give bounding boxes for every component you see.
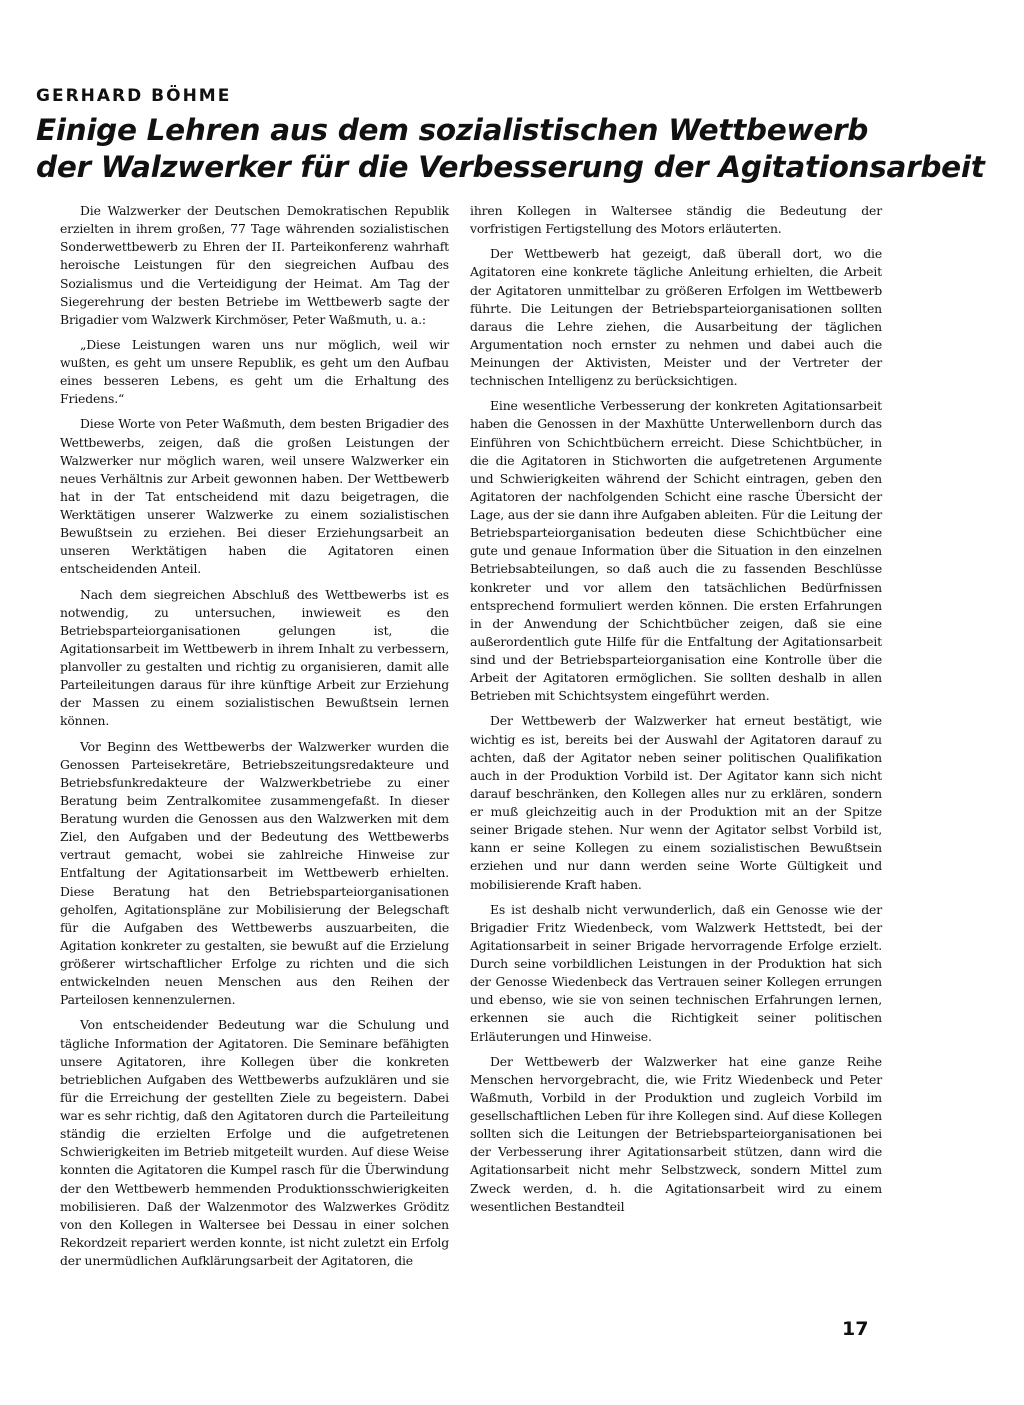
article-title xyxy=(36,112,996,186)
paragraph: „Diese Leistungen waren uns nur möglich, weil wir wußten, es geht um unsere Republik, es geht um den Aufbau eines besseren Lebens, es geht um die Erhaltung des Friedens.“ xyxy=(60,336,449,407)
author-name: GERHARD BÖHME xyxy=(36,86,232,106)
paragraph: Diese Worte von Peter Waßmuth, dem besten Brigadier des Wettbewerbs, zeigen, daß die großen Leistungen der Walzwerker nur möglich waren, weil unsere Walzwerker ein neues Verhältnis zur Arbeit gewonnen haben. Der Wettbewerb hat in der Tat entscheidend mit dazu beigetragen, die Werktätigen unserer Walzwerke zu einem sozialistischen Bewußtsein zu erziehen. Bei dieser Erziehungsarbeit an unseren Werktätigen haben die Agitatoren einen entscheidenden Anteil. xyxy=(60,416,449,577)
paragraph: Der Wettbewerb der Walzwerker hat erneut bestätigt, wie wichtig es ist, bereits bei der Auswahl der Agitatoren darauf zu achten, daß der Agitator neben seiner politischen Qualifikation auch in der Produktion Vorbild ist. Der Agitator kann sich nicht darauf beschränken, den Kollegen alles nur zu erklären, sondern er muß gleichzeitig auch in der Produktion mit an der Spitze seiner Brigade stehen. Nur wenn der Agitator selbst Vorbild ist, kann er seine Kollegen zu einem sozialistischen Bewußtsein erziehen und nur dann werden seine Worte Gültigkeit und mobilisierende Kraft haben. xyxy=(470,713,882,892)
paragraph: Nach dem siegreichen Abschluß des Wettbewerbs ist es notwendig, zu untersuchen, inwieweit es den Betriebsparteiorganisationen gelungen ist, die Agitationsarbeit im Wettbewerb in ihrem Inhalt zu verbessern, planvoller zu gestalten und richtig zu organisieren, damit alle Parteileitungen daraus für ihre künftige Arbeit zur Erziehung der Massen zu einem sozialistischen Bewußtsein lernen können. xyxy=(60,586,449,729)
paragraph-continued: ihren Kollegen in Waltersee ständig die Bedeutung der vorfristigen Fertigstellung des Motors erläuterten. xyxy=(470,203,882,237)
paragraph: Der Wettbewerb hat gezeigt, daß überall dort, wo die Agitatoren eine konkrete tägliche Anleitung erhielten, die Arbeit der Agitatoren unmittelbar zu größeren Erfolgen im Wettbewerb führte. Die Leitungen der Betriebsparteiorganisationen sollten daraus die Lehre ziehen, die Ausarbeitung der täglichen Argumentation noch ernster zu nehmen und dabei auch die Meinungen der Aktivisten, Meister und der Vertreter der technischen Intelligenz zu berücksichtigen. xyxy=(470,246,882,389)
title-line-1: Einige Lehren aus dem sozialistischen Wettbewerb xyxy=(36,113,869,147)
right-column xyxy=(470,202,882,1223)
paragraph: Vor Beginn des Wettbewerbs der Walzwerker wurden die Genossen Parteisekretäre, Betriebszeitungsredakteure und Betriebsfunkredakteure der Walzwerkbetriebe zu einer Beratung beim Zentralkomitee zusammengefaßt. In dieser Beratung wurden die Genossen aus den Walzwerken mit dem Ziel, den Aufgaben und der Bedeutung des Wettbewerbs vertraut gemacht, wobei sie zahlreiche Hinweise zur Entfaltung der Agitationsarbeit im Wettbewerb erhielten. Diese Beratung hat den Betriebsparteiorganisationen geholfen, Agitationspläne zur Mobilisierung der Belegschaft für die Aufgaben des Wettbewerbs auszuarbeiten, die Agitation konkreter zu gestalten, sie bewußt auf die Erzielung größerer wirtschaftlicher Erfolge zu richten und die sich entwickelnden neuen Menschen aus den Reihen der Parteilosen kennenzulernen. xyxy=(60,738,449,1008)
paragraph: Es ist deshalb nicht verwunderlich, daß ein Genosse wie der Brigadier Fritz Wiedenbeck, vom Walzwerk Hettstedt, bei der Agitationsarbeit in seiner Brigade hervorragende Erfolge erzielt. Durch seine vorbildlichen Leistungen in der Produktion hat sich der Genosse Wiedenbeck das Vertrauen seiner Kollegen errungen und ebenso, wie sie von seinen technischen Erfahrungen lernen, erkennen sie auch die Richtigkeit seiner politischen Erläuterungen und Hinweise. xyxy=(470,901,882,1044)
left-column xyxy=(60,202,449,1277)
paragraph: Eine wesentliche Verbesserung der konkreten Agitationsarbeit haben die Genossen in der Maxhütte Unterwellenborn durch das Einführen von Schichtbüchern erreicht. Diese Schichtbücher, in die die Agitatoren in Stichworten die aufgetretenen Argumente und Schwierigkeiten während der Schicht eintragen, geben den Agitatoren der nachfolgenden Schicht eine rasche Übersicht der Lage, aus der sie dann ihre Aufgaben ableiten. Für die Leitung der Betriebsparteiorganisation bedeuten diese Schichtbücher eine gute und genaue Information über die Situation in den einzelnen Betriebsabteilungen, so daß auch die zu fassenden Beschlüsse konkreter und vor allem den tatsächlichen Bedürfnissen entsprechend formuliert werden können. Die ersten Erfahrungen in der Anwendung der Schichtbücher zeigen, daß sie eine außerordentlich gute Hilfe für die Entfaltung der Agitationsarbeit sind und der Betriebsparteiorganisation eine Kontrolle über die Arbeit der Agitatoren ermöglichen. Sie sollten deshalb in allen Betrieben mit Schichtsystem eingeführt werden. xyxy=(470,398,882,704)
paragraph: Der Wettbewerb der Walzwerker hat eine ganze Reihe Menschen hervorgebracht, die, wie Fritz Wiedenbeck und Peter Waßmuth, Vorbild in der Produktion und zugleich Vorbild im gesellschaftlichen Leben für ihre Kollegen sind. Auf diese Kollegen sollten sich die Leitungen der Betriebsparteiorganisationen bei der Verbesserung ihrer Agitationsarbeit stützen, dann wird die Agitationsarbeit nicht mehr Selbstzweck, sondern Mittel zum Zweck werden, d. h. die Agitationsarbeit wird zu einem wesentlichen Bestandteil xyxy=(470,1053,882,1214)
page-number: 17 xyxy=(842,1318,869,1340)
paragraph: Die Walzwerker der Deutschen Demokratischen Republik erzielten in ihrem großen, 77 Tage währenden sozialistischen Sonderwettbewerb zu Ehren der II. Parteikonferenz wahrhaft heroische Leistungen für den siegreichen Aufbau des Sozialismus und die Verteidigung der Heimat. Am Tag der Siegerehrung der besten Betriebe im Wettbewerb sagte der Brigadier vom Walzwerk Kirchmöser, Peter Waßmuth, u. a.: xyxy=(60,203,449,327)
paragraph: Von entscheidender Bedeutung war die Schulung und tägliche Information der Agitatoren. Die Seminare befähigten unsere Agitatoren, ihre Kollegen über die konkreten betrieblichen Aufgaben des Wettbewerbs aufzuklären und sie für die Erreichung der gestellten Ziele zu begeistern. Dabei war es sehr richtig, daß den Agitatoren durch die Parteileitung ständig die erzielten Erfolge und die aufgetretenen Schwierigkeiten im Betrieb mitgeteilt wurden. Auf diese Weise konnten die Agitatoren die Kumpel rasch für die Überwindung der den Wettbewerb hemmenden Produktionsschwierigkeiten mobilisieren. Daß der Walzenmotor des Walzwerkes Gröditz von den Kollegen in Waltersee bei Dessau in einer solchen Rekordzeit repariert werden konnte, ist nicht zuletzt ein Erfolg der unermüdlichen Aufklärungsarbeit der Agitatoren, die xyxy=(60,1017,449,1268)
title-line-2: der Walzwerker für die Verbesserung der Agitationsarbeit xyxy=(36,150,985,184)
